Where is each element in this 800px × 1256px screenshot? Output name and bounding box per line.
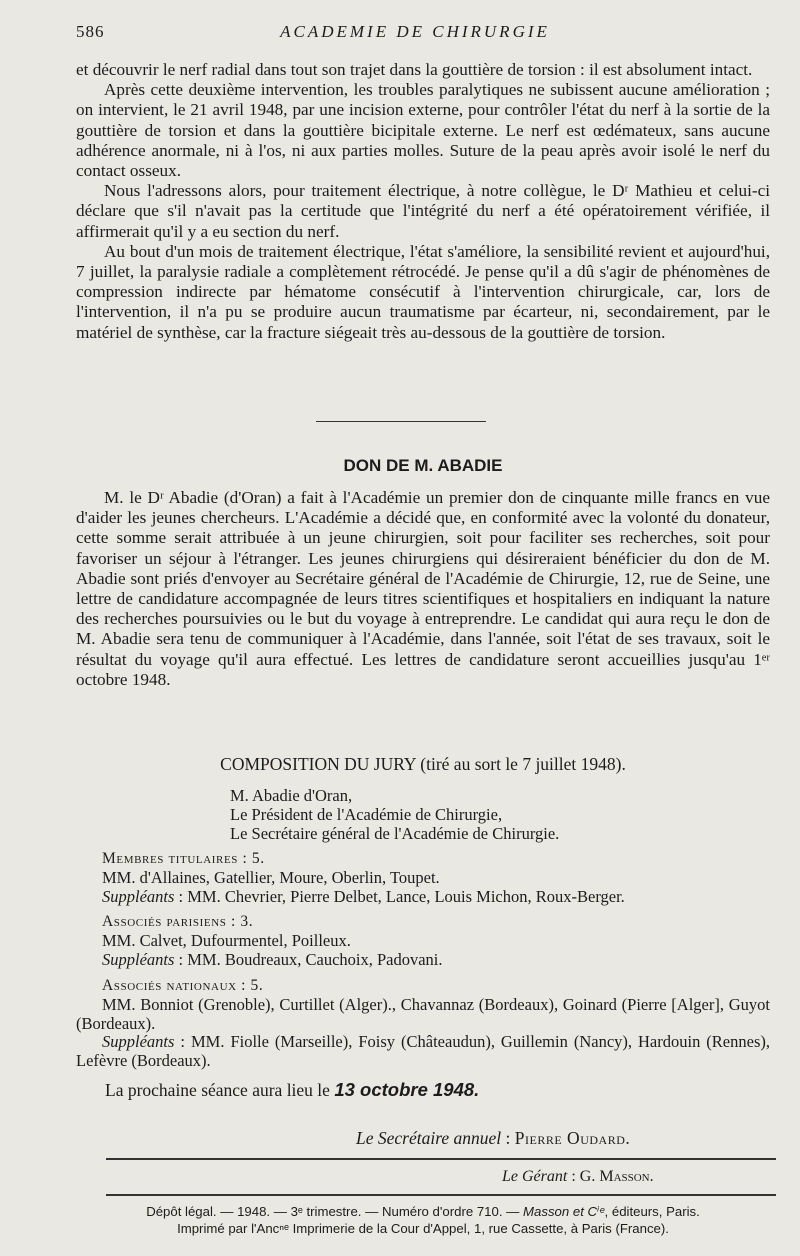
- imprint-line-1: [76, 1204, 770, 1220]
- substitutes-names: : MM. Boudreaux, Cauchoix, Padovani.: [174, 949, 443, 969]
- page-number: 586: [76, 22, 105, 41]
- jury-member: Le Président de l'Académie de Chirurgie,: [230, 805, 503, 824]
- group-heading: Associés nationaux : 5.: [102, 977, 264, 994]
- gerant-name: G. Masson.: [579, 1168, 654, 1185]
- group-substitutes: [76, 951, 770, 970]
- gerant-separator: :: [567, 1168, 580, 1185]
- substitutes-label: Suppléants: [102, 886, 175, 906]
- group-heading: Associés parisiens : 3.: [102, 913, 254, 930]
- paragraph: Nous l'adressons alors, pour traitement électrique, à notre collègue, le Dʳ Mathieu et celui-ci déclare que s'il n'avait pas la certitude que l'intégrité du nerf a été opératoirement vérifiée, il affirmerait qu'il y a eu section du nerf.: [76, 181, 770, 241]
- jury-member: Le Secrétaire général de l'Académie de Chirurgie.: [230, 824, 560, 843]
- running-title: ACADEMIE DE CHIRURGIE: [280, 22, 550, 41]
- jury-group-titulaires: [76, 850, 770, 906]
- jury-group-parisiens: [76, 913, 770, 969]
- section-title: DON DE M. ABADIE: [343, 456, 503, 475]
- next-session-text: La prochaine séance aura lieu le: [105, 1080, 335, 1100]
- substitutes-label: Suppléants: [102, 1032, 175, 1052]
- substitutes-label: Suppléants: [102, 949, 175, 969]
- imprint-line-2: Imprimé par l'Ancⁿᵉ Imprimerie de la Cour d'Appel, 1, rue Cassette, à Paris (France).: [177, 1221, 669, 1236]
- page-header: [76, 22, 754, 46]
- imprint-text: , éditeurs, Paris.: [604, 1204, 700, 1219]
- next-session-notice: [105, 1079, 479, 1101]
- group-names: MM. d'Allaines, Gatellier, Moure, Oberlin, Toupet.: [102, 867, 440, 887]
- secretary-signature: [356, 1128, 630, 1149]
- group-names: MM. Calvet, Dufourmentel, Poilleux.: [102, 930, 351, 950]
- paragraph: M. le Dʳ Abadie (d'Oran) a fait à l'Académie un premier don de cinquante mille francs en vue d'aider les jeunes chercheurs. L'Académie a décidé que, en conformité avec la volonté du donateur, cette somme serait attribuée à un jeune chirurgien, soit pour faciliter ses recherches, soit pour favoriser un séjour à l'étranger. Les jeunes chirurgiens qui désireraient bénéficier du don de M. Abadie sont priés d'envoyer au Secrétaire général de l'Académie de Chirurgie, 12, rue de Seine, une lettre de candidature accompagnée de leurs titres scientifiques et hospitaliers en indiquant la nature des recherches poursuivies ou le but du voyage à entreprendre. Le candidat qui aura reçu le don de M. Abadie sera tenu de communiquer à l'Académie, dans l'année, soit l'état de ses travaux, soit le résultat du voyage qu'il aura effectué. Les lettres de candidature seront accueillies jusqu'au 1ᵉʳ octobre 1948.: [76, 488, 770, 689]
- paragraph: Au bout d'un mois de traitement électrique, l'état s'améliore, la sensibilité revient et aujourd'hui, 7 juillet, la paralysie radiale a complètement rétrocédé. Je pense qu'il a dû s'agir de phénomènes de compression indirecte par hématome consécutif à l'intervention chirurgicale, car, lors de l'intervention, il n'a pu se produire aucun traumatisme par écarteur, ni, secondairement, par le matériel de synthèse, car la fracture siégeait très au-dessous de la gouttière de torsion.: [76, 241, 770, 342]
- publisher-name: Masson et Cⁱᵉ: [523, 1204, 605, 1219]
- footer-rule: [106, 1158, 776, 1160]
- group-heading: Membres titulaires : 5.: [102, 850, 265, 867]
- imprint-rule: [106, 1194, 776, 1196]
- intro-text: [76, 60, 770, 343]
- jury-group-nationaux: [76, 977, 770, 1071]
- next-session-date: 13 octobre 1948.: [334, 1079, 480, 1100]
- section-divider: [316, 421, 486, 422]
- secretary-separator: :: [501, 1128, 515, 1148]
- group-substitutes: [76, 888, 770, 907]
- secretary-name: Pierre Oudard.: [514, 1128, 631, 1148]
- secretary-label: Le Secrétaire annuel: [356, 1128, 502, 1148]
- jury-members: [230, 786, 559, 843]
- jury-title: COMPOSITION DU JURY (tiré au sort le 7 juillet 1948).: [220, 754, 626, 774]
- abadie-text: [76, 488, 770, 690]
- substitutes-names: : MM. Fiolle (Marseille), Foisy (Châteaudun), Guillemin (Nancy), Hardouin (Rennes), Lefèvre (Bordeaux).: [76, 1032, 770, 1071]
- paragraph: Après cette deuxième intervention, les troubles paralytiques ne subissent aucune amélioration ; on intervient, le 21 avril 1948, par une incision externe, pour contrôler l'état du nerf à la sortie de la gouttière de torsion et dans la gouttière bicipitale externe. Le nerf est œdémateux, sans aucune adhérence anormale, ni à l'os, ni aux parties molles. Suture de la peau après avoir isolé le nerf du contact osseux.: [76, 80, 770, 181]
- gerant-label: Le Gérant: [502, 1168, 568, 1185]
- imprint-text: Dépôt légal. — 1948. — 3ᵉ trimestre. — Numéro d'ordre 710. —: [146, 1204, 524, 1219]
- substitutes-names: : MM. Chevrier, Pierre Delbet, Lance, Louis Michon, Roux-Berger.: [174, 886, 625, 906]
- group-names: MM. Bonniot (Grenoble), Curtillet (Alger)., Chavannaz (Bordeaux), Goinard (Pierre [Alger], Guyot (Bordeaux).: [76, 994, 770, 1033]
- paragraph: et découvrir le nerf radial dans tout son trajet dans la gouttière de torsion : il est absolument intact.: [76, 60, 753, 79]
- group-substitutes: [76, 1033, 770, 1071]
- gerant-signature: [502, 1168, 654, 1186]
- jury-member: M. Abadie d'Oran,: [230, 786, 353, 805]
